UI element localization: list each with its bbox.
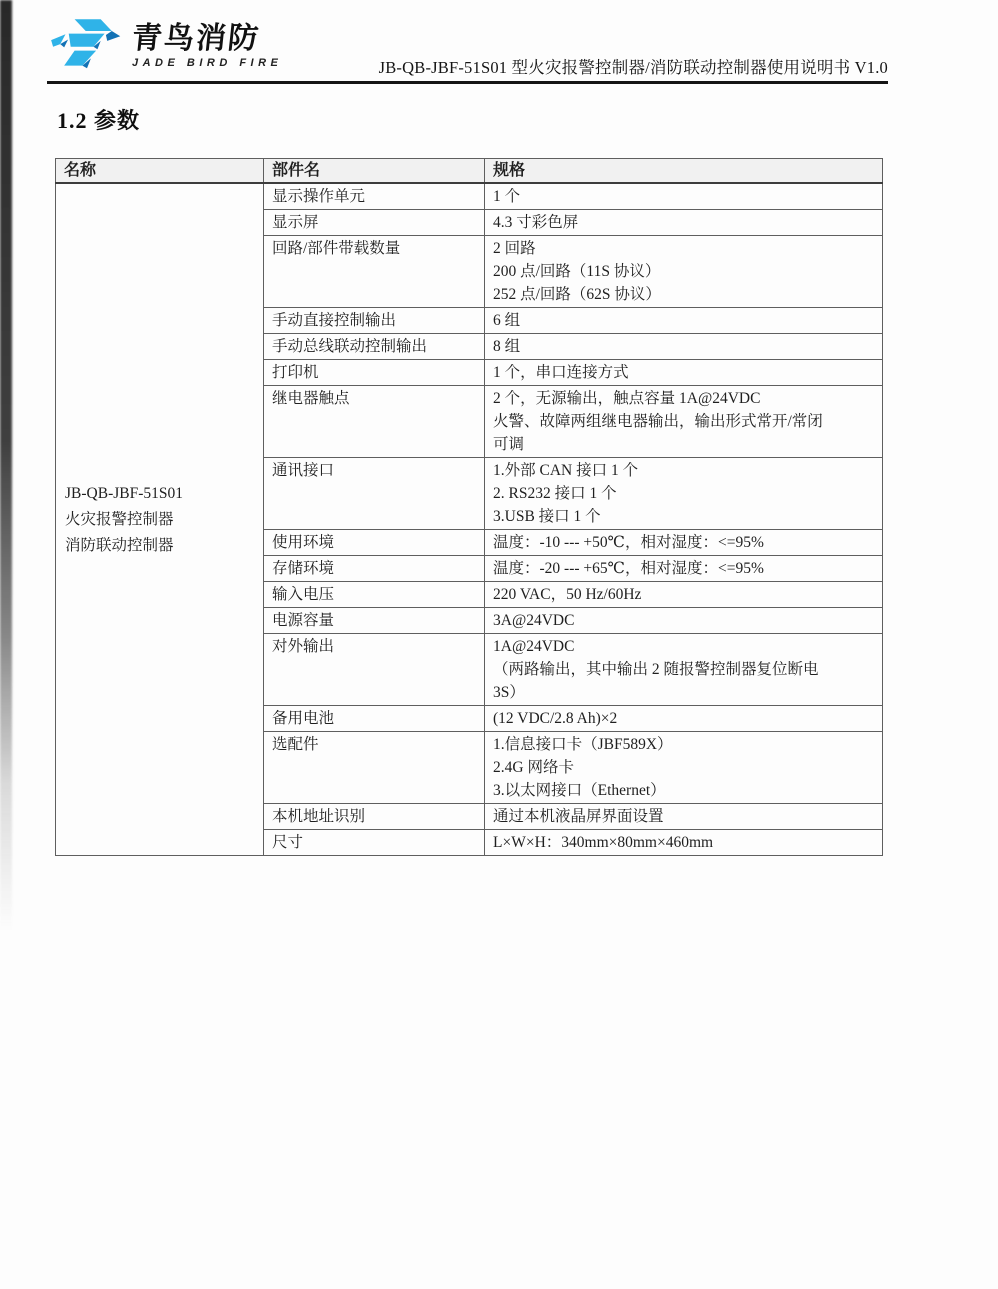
part-name-cell: 选配件 xyxy=(264,732,485,804)
spec-line: 1 个 xyxy=(493,188,521,205)
product-name-line: 消防联动控制器 xyxy=(65,536,174,554)
spec-line: 8 组 xyxy=(493,338,521,355)
part-name-cell: 输入电压 xyxy=(264,582,485,608)
spec-cell xyxy=(485,360,883,386)
spec-cell xyxy=(485,530,883,556)
spec-line: 2 回路 xyxy=(493,240,536,257)
spec-table xyxy=(55,158,883,856)
spec-cell xyxy=(485,634,883,706)
part-name-cell: 存储环境 xyxy=(264,556,485,582)
product-name-line: JB-QB-JBF-51S01 xyxy=(65,484,183,502)
header-divider xyxy=(47,81,888,84)
spec-line: （两路输出，其中输出 2 随报警控制器复位断电 xyxy=(493,661,819,678)
spec-cell xyxy=(485,804,883,830)
spec-line: 200 点/回路（11S 协议） xyxy=(493,263,661,280)
spec-line: 252 点/回路（62S 协议） xyxy=(493,286,661,303)
part-name-cell: 尺寸 xyxy=(264,830,485,856)
spec-line: 通过本机液晶屏界面设置 xyxy=(493,808,664,825)
table-row xyxy=(56,183,883,210)
part-name-cell: 打印机 xyxy=(264,360,485,386)
spec-cell xyxy=(485,732,883,804)
part-name-cell: 对外输出 xyxy=(264,634,485,706)
part-name-cell: 通讯接口 xyxy=(264,458,485,530)
spec-line: 2.4G 网络卡 xyxy=(493,759,574,776)
part-name-cell: 手动总线联动控制输出 xyxy=(264,334,485,360)
spec-cell xyxy=(485,183,883,210)
spec-cell xyxy=(485,458,883,530)
part-name-cell: 回路/部件带载数量 xyxy=(264,236,485,308)
spec-cell xyxy=(485,386,883,458)
spec-line: 1.外部 CAN 接口 1 个 xyxy=(493,462,639,479)
part-name-cell: 电源容量 xyxy=(264,608,485,634)
spec-cell xyxy=(485,210,883,236)
part-name-cell: 继电器触点 xyxy=(264,386,485,458)
part-name-cell: 使用环境 xyxy=(264,530,485,556)
spec-line: 3S） xyxy=(493,684,525,701)
spec-line: 1A@24VDC xyxy=(493,638,575,655)
spec-line: 2. RS232 接口 1 个 xyxy=(493,485,617,502)
part-name-cell: 显示操作单元 xyxy=(264,183,485,210)
spec-line: 3.以太网接口（Ethernet） xyxy=(493,782,666,799)
col-header-spec: 规格 xyxy=(485,159,883,184)
spec-cell xyxy=(485,582,883,608)
spec-line: 温度：-10 --- +50℃，相对湿度：<=95% xyxy=(493,534,764,551)
col-header-name: 名称 xyxy=(56,159,264,184)
spec-cell xyxy=(485,556,883,582)
spec-cell xyxy=(485,706,883,732)
spec-cell xyxy=(485,830,883,856)
product-name-line: 火灾报警控制器 xyxy=(65,510,174,528)
part-name-cell: 手动直接控制输出 xyxy=(264,308,485,334)
spec-cell xyxy=(485,608,883,634)
spec-line: (12 VDC/2.8 Ah)×2 xyxy=(493,710,618,727)
spec-line: 220 VAC，50 Hz/60Hz xyxy=(493,586,642,603)
spec-line: 温度：-20 --- +65℃，相对湿度：<=95% xyxy=(493,560,764,577)
spec-line: 4.3 寸彩色屏 xyxy=(493,214,579,231)
brand-name-cn: 青鸟消防 xyxy=(130,22,262,55)
spec-line: 6 组 xyxy=(493,312,521,329)
spec-line: 火警、故障两组继电器输出，输出形式常开/常闭 xyxy=(493,413,823,430)
spec-line: 1.信息接口卡（JBF589X） xyxy=(493,736,673,753)
spec-line: 可调 xyxy=(493,436,525,453)
part-name-cell: 显示屏 xyxy=(264,210,485,236)
product-name-cell xyxy=(56,183,264,856)
part-name-cell: 备用电池 xyxy=(264,706,485,732)
spec-cell xyxy=(485,334,883,360)
spec-cell xyxy=(485,236,883,308)
spec-table-body xyxy=(56,183,883,856)
spec-line: L×W×H：340mm×80mm×460mm xyxy=(493,834,714,851)
page-left-scan-shadow xyxy=(0,0,12,980)
spec-line: 3A@24VDC xyxy=(493,612,575,629)
section-title: 1.2 参数 xyxy=(57,108,141,133)
part-name-cell: 本机地址识别 xyxy=(264,804,485,830)
table-header-row xyxy=(56,159,883,184)
document-title: JB-QB-JBF-51S01 型火灾报警控制器/消防联动控制器使用说明书 V1.0 xyxy=(378,58,888,77)
spec-cell xyxy=(485,308,883,334)
brand-name-en: JADE BIRD FIRE xyxy=(132,57,283,69)
spec-line: 3.USB 接口 1 个 xyxy=(493,508,601,525)
spec-line: 2 个，无源输出，触点容量 1A@24VDC xyxy=(493,390,761,407)
spec-line: 1 个，串口连接方式 xyxy=(493,364,629,381)
col-header-part: 部件名 xyxy=(264,159,485,184)
